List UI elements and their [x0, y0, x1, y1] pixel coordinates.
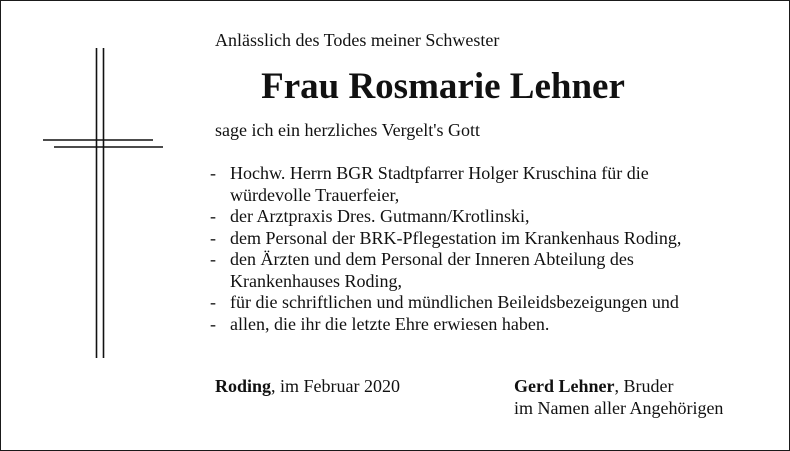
list-item-line: allen, die ihr die letzte Ehre erwiesen haben. [230, 313, 550, 334]
list-item-line: Krankenhauses Roding, [230, 270, 402, 291]
list-item [210, 314, 681, 336]
signer-relation: , Bruder [614, 376, 674, 396]
list-item-line: den Ärzten und dem Personal der Inneren Abteilung des [230, 249, 634, 269]
place-date-text: , im Februar 2020 [271, 376, 401, 396]
place-city: Roding [215, 376, 272, 396]
list-dash: - [210, 163, 216, 183]
place-date [215, 375, 400, 397]
list-item [210, 228, 681, 250]
signer-block [514, 375, 723, 419]
list-item [210, 292, 681, 314]
signer-line-2: im Namen aller Angehörigen [514, 398, 724, 418]
signer-name: Gerd Lehner [514, 376, 615, 396]
list-dash: - [210, 292, 216, 312]
list-item-line: würdevolle Trauerfeier, [230, 184, 400, 205]
list-item [210, 206, 681, 228]
list-item-line: für die schriftlichen und mündlichen Beileidsbezeigungen und [230, 292, 679, 312]
list-item-line: Hochw. Herrn BGR Stadtpfarrer Holger Kruschina für die [230, 163, 649, 183]
deceased-name: Frau Rosmarie Lehner [261, 66, 625, 107]
intro-text: Anlässlich des Todes meiner Schwester [215, 30, 500, 50]
list-item [210, 249, 681, 292]
list-item-line: der Arztpraxis Dres. Gutmann/Krotlinski, [230, 206, 530, 226]
list-dash: - [210, 313, 216, 334]
thanks-list [210, 163, 681, 335]
thanks-line: sage ich ein herzliches Vergelt's Gott [215, 120, 480, 140]
list-item [210, 163, 681, 206]
list-dash: - [210, 227, 216, 248]
list-dash: - [210, 249, 216, 269]
list-item-line: dem Personal der BRK-Pflegestation im Krankenhaus Roding, [230, 227, 682, 248]
signer-line-1 [514, 375, 723, 397]
list-dash: - [210, 206, 216, 226]
